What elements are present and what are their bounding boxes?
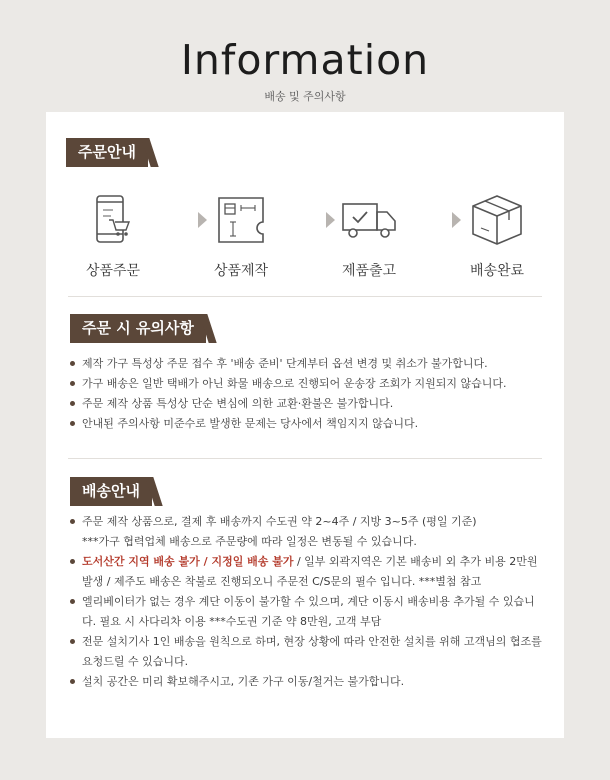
step-shipping-out: [324, 190, 414, 280]
list-item: 엘리베이터가 없는 경우 계단 이동이 불가할 수 있으며, 계단 이동시 배송비용 추가될 수 있습니다. 필요 시 사다리차 이용 ***수도권 기준 약 8만원, 고객 부담: [68, 592, 548, 632]
list-item: 가구 배송은 일반 택배가 아닌 화물 배송으로 진행되어 운송장 조회가 지원되지 않습니다.: [68, 374, 548, 394]
no-scheduled-delivery-warning: 지정일 배송 불가: [211, 555, 294, 568]
section-divider: [68, 296, 542, 297]
mobile-cart-icon: [83, 190, 143, 250]
list-item: 전문 설치기사 1인 배송을 원칙으로 하며, 현장 상황에 따라 안전한 설치를 위해 고객님의 협조를 요청드릴 수 있습니다.: [68, 632, 548, 672]
step-label: 상품주문: [85, 263, 141, 279]
info-card: [46, 112, 564, 738]
order-steps: [68, 190, 548, 300]
list-item: 주문 제작 상품 특성상 단순 변심에 의한 교환·환불은 불가합니다.: [68, 394, 548, 414]
list-item: [68, 512, 548, 552]
no-remote-delivery-warning: 도서산간 지역 배송 불가: [82, 555, 200, 568]
delivery-truck-icon: [339, 190, 399, 250]
page-subtitle: 배송 및 주의사항: [264, 90, 346, 103]
list-item: 설치 공간은 미리 확보해주시고, 기존 가구 이동/철거는 불가합니다.: [68, 672, 548, 692]
shipping-period-note: ***가구 협력업체 배송으로 주문량에 따라 일정은 변동될 수 있습니다.: [82, 535, 417, 548]
box-icon: [467, 190, 527, 250]
step-order: [68, 190, 158, 280]
step-label: 제품출고: [341, 263, 397, 279]
list-item: [68, 552, 548, 592]
order-notes-badge: 주문 시 유의사항: [70, 314, 206, 343]
warning-separator: /: [199, 555, 212, 568]
step-production: [196, 190, 286, 280]
extra-fee-text: / 일부 외곽지역은 기본 배송비 외 추가 비용 2만원 발생 / 제주도 배송은 착불로 진행되오니 주문전 C/S문의 필수 입니다. ***별첨 참고: [82, 555, 538, 588]
order-notes-list: [68, 354, 548, 434]
step-label: 배송완료: [469, 263, 525, 279]
section-divider: [68, 458, 542, 459]
shipping-notes-list: [68, 512, 548, 692]
blueprint-icon: [211, 190, 271, 250]
order-guide-badge: 주문안내: [66, 138, 148, 167]
step-label: 상품제작: [213, 263, 269, 279]
step-delivered: [452, 190, 542, 280]
page-header: [0, 36, 610, 104]
shipping-badge: 배송안내: [70, 477, 152, 506]
list-item: 제작 가구 특성상 주문 접수 후 '배송 준비' 단계부터 옵션 변경 및 취소가 불가합니다.: [68, 354, 548, 374]
list-item: 안내된 주의사항 미준수로 발생한 문제는 당사에서 책임지지 않습니다.: [68, 414, 548, 434]
page-title: Information: [180, 36, 430, 84]
shipping-period-text: 주문 제작 상품으로, 결제 후 배송까지 수도권 약 2~4주 / 지방 3~5주 (평일 기준): [82, 515, 477, 528]
